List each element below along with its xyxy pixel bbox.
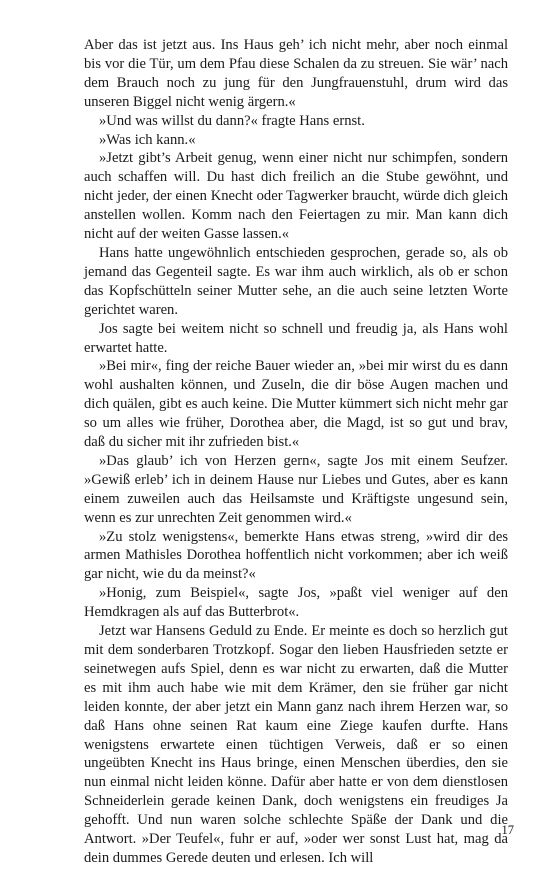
paragraph: »Bei mir«, fing der reiche Bauer wieder an, »bei mir wirst du es dann wohl aushalten können, und Zuseln, die dir böse Augen machen und dich quälen, gibt es auch keine. Die Mutter kümmert sich nicht mehr gar so um alles wie früher, Dorothea aber, die Magd, ist so gut und brav, daß du sicher mit ihr zufrieden bist.« <box>84 358 508 451</box>
paragraph: »Und was willst du dann?« fragte Hans ernst. <box>99 112 365 129</box>
paragraph: »Zu stolz wenigstens«, bemerkte Hans etwas streng, »wird dir des armen Mathisles Dorothea hoffentlich nicht vorkommen; aber ich weiß gar nicht, wie du da meinst?« <box>84 528 508 583</box>
page-number: 17 <box>501 823 514 837</box>
body-text <box>84 36 508 868</box>
paragraph: Jos sagte bei weitem nicht so schnell und freudig ja, als Hans wohl erwartet hatte. <box>84 320 508 356</box>
paragraph: Hans hatte ungewöhnlich entschieden gesprochen, gerade so, als ob jemand das Gegenteil sagte. Es war ihm auch wirklich, als ob er schon das Kopfschütteln seiner Mutter sehe, an die auch seine letzten Worte gerichtet waren. <box>84 244 508 318</box>
paragraph: »Honig, zum Beispiel«, sagte Jos, »paßt viel weniger auf den Hemdkragen als auf das Butterbrot«. <box>84 585 508 621</box>
paragraph: Aber das ist jetzt aus. Ins Haus geh’ ich nicht mehr, aber noch einmal bis vor die Tür, um dem Pfau diese Schalen da zu streuen. Sie wär’ nach dem Brauch noch zu jung für den Jungfrauenstuhl, drum wird das unseren Biggel nicht wenig ärgern.« <box>84 37 508 110</box>
paragraph: »Das glaub’ ich von Herzen gern«, sagte Jos mit einem Seufzer. »Gewiß erleb’ ich in deinem Hause nur Liebes und Gutes, aber es kann einem zuweilen auch das Heilsamste und Kräftigste ungesund sein, wenn es zur unrechten Zeit genommen wird.« <box>84 452 508 526</box>
paragraph: »Was ich kann.« <box>99 131 196 148</box>
paragraph: »Jetzt gibt’s Arbeit genug, wenn einer nicht nur schimpfen, sondern auch schaffen will. Du hast dich freilich an die Stube gewöhnt, und nicht jeder, der einen Knecht oder Tagwerker braucht, würde dich gleich anstellen wollen. Komm nach den Feiertagen zu mir. Man kann dich nicht auf der weiten Gasse lassen.« <box>84 150 508 243</box>
paragraph: Jetzt war Hansens Geduld zu Ende. Er meinte es doch so herzlich gut mit dem sonderbaren Trotzkopf. Sogar den lieben Hausfrieden setzte er seinetwegen aufs Spiel, denn es war nicht zu erwarten, daß die Mutter es mit ihm auch habe wie mit dem Krämer, den sie früher gar nicht leiden konnte, der aber jetzt ein Mann ganz nach ihrem Herzen war, so daß Hans ohne seinen Rat kaum eine Ziege kaufen durfte. Hans wenigstens erwartete einen tüchtigen Verweis, daß er so einen ungeübten Knecht ins Haus bringe, einen Menschen überdies, den sie nun einmal nicht leiden könne. Dafür aber hatte er von dem dienstlosen Schneiderlein gerade keinen Dank, doch wenigstens ein freudiges Ja gehofft. Und nun waren solche schlechte Späße der Dank und die Antwort. »Der Teufel«, fuhr er auf, »oder wer sonst Lust hat, mag da dein dummes Gerede deuten und erlesen. Ich will <box>84 623 508 866</box>
